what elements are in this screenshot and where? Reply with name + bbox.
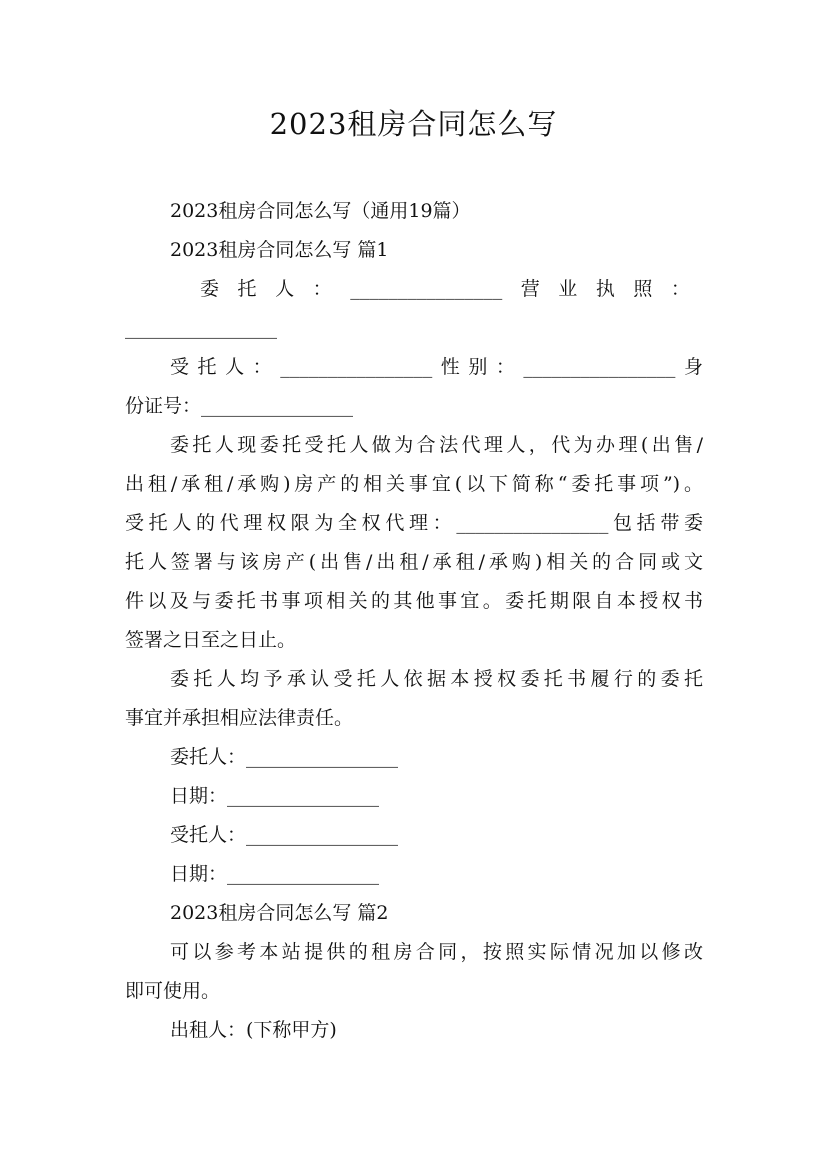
- section-heading-1: 2023租房合同怎么写 篇1: [170, 239, 389, 261]
- agent-gender-line: 受托人：________________性别：________________身: [170, 356, 703, 378]
- paragraph-line: 托人签署与该房产(出售/出租/承租/承购)相关的合同或文: [125, 551, 703, 573]
- paragraph-line: 即可使用。: [125, 980, 221, 1002]
- wide-char: 人: [275, 278, 295, 300]
- wide-char: 执: [595, 278, 615, 300]
- blank-field-line: ________________: [125, 317, 277, 339]
- paragraph-line: 件以及与委托书事项相关的其他事宜。委托期限自本授权书: [125, 590, 703, 612]
- signature-principal: 委托人：________________: [170, 746, 399, 768]
- wide-char: 业: [558, 278, 578, 300]
- blank-field: ________________: [350, 278, 503, 300]
- signature-agent: 受托人：________________: [170, 824, 399, 846]
- wide-char: 照: [633, 278, 653, 300]
- wide-char: 委: [200, 278, 220, 300]
- paragraph-line: 可以参考本站提供的租房合同，按照实际情况加以修改: [170, 941, 703, 963]
- paragraph-line: 委托人均予承认受托人依据本授权委托书履行的委托: [170, 668, 703, 690]
- paragraph-line: 事宜并承担相应法律责任。: [125, 707, 354, 729]
- wide-char: ：: [670, 278, 690, 300]
- signature-date: 日期：________________: [170, 785, 380, 807]
- paragraph-line: 受托人的代理权限为全权代理：________________包括带委: [125, 512, 703, 534]
- signature-date: 日期：________________: [170, 863, 380, 885]
- document-title: 2023租房合同怎么写: [269, 107, 558, 141]
- id-number-line: 份证号：________________: [125, 395, 354, 417]
- wide-char: 托: [237, 278, 257, 300]
- lessor-line: 出租人：(下称甲方): [170, 1019, 337, 1041]
- paragraph-line: 委托人现委托受托人做为合法代理人，代为办理(出售/: [170, 434, 703, 456]
- principal-license-line: [200, 276, 690, 302]
- paragraph-line: 出租/承租/承购)房产的相关事宜(以下简称“委托事项”)。: [125, 473, 703, 495]
- wide-char: ：: [312, 278, 332, 300]
- wide-char: 营: [520, 278, 540, 300]
- paragraph-line: 签署之日至之日止。: [125, 629, 297, 651]
- subtitle-line: 2023租房合同怎么写（通用19篇）: [170, 200, 471, 222]
- section-heading-2: 2023租房合同怎么写 篇2: [170, 902, 389, 924]
